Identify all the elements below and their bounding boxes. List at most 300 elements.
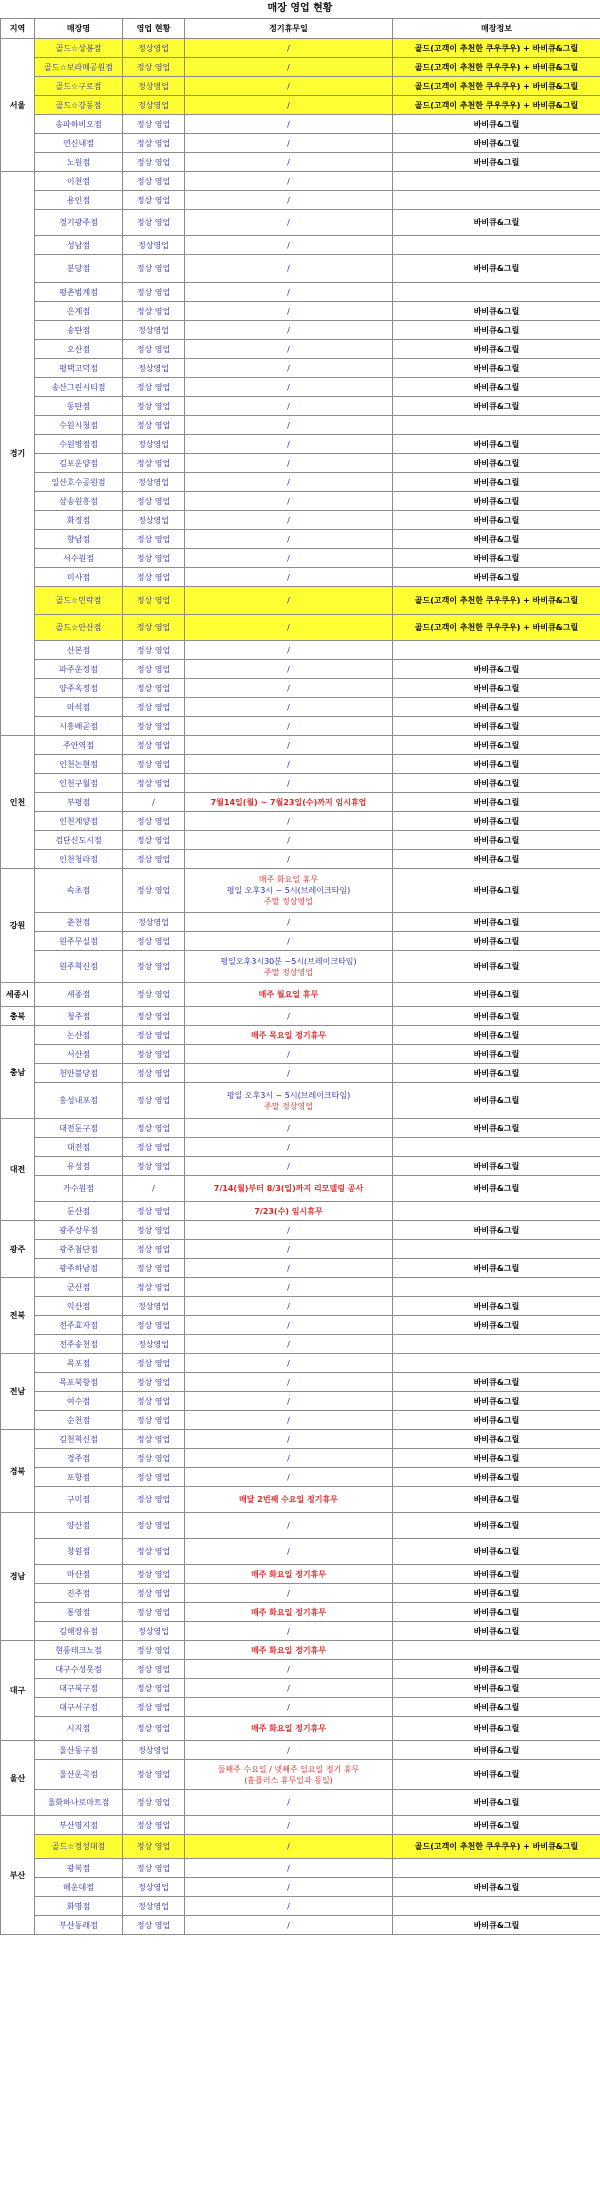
holiday-cell: / <box>185 1468 393 1487</box>
store-name: 향남점 <box>35 530 123 549</box>
store-info-cell: 바비큐&그릴 <box>393 473 600 492</box>
store-name: 송파하비오점 <box>35 115 123 134</box>
store-name: 파주운정점 <box>35 660 123 679</box>
holiday-cell: / <box>185 134 393 153</box>
region-cell: 울산 <box>1 1741 35 1816</box>
status-cell: 정상 영업 <box>123 1119 185 1138</box>
table-row <box>1 1157 600 1176</box>
table-row <box>1 1565 600 1584</box>
holiday-cell: / <box>185 615 393 641</box>
holiday-cell: / <box>185 1119 393 1138</box>
region-cell: 전남 <box>1 1354 35 1430</box>
holiday-line: 매주 화요일 휴무 <box>258 875 319 884</box>
store-info-cell: 바비큐&그릴 <box>393 1603 600 1622</box>
holiday-line: 평일 오후3시 ~ 5시(브레이크타임) <box>226 886 351 895</box>
store-info-cell: 바비큐&그릴 <box>393 850 600 869</box>
store-info-cell: 골드(고객이 추천한 쿠우쿠우) + 바비큐&그릴 <box>393 58 600 77</box>
status-cell: 정상 영업 <box>123 1513 185 1539</box>
header-region: 지역 <box>1 19 35 39</box>
table-row <box>1 615 600 641</box>
store-info-cell: 골드(고객이 추천한 쿠우쿠우) + 바비큐&그릴 <box>393 587 600 615</box>
store-name: 익산점 <box>35 1297 123 1316</box>
holiday-cell: / <box>185 1430 393 1449</box>
holiday-cell: / <box>185 1816 393 1835</box>
status-cell: 정상 영업 <box>123 1539 185 1565</box>
status-cell: 정상영업 <box>123 1878 185 1897</box>
holiday-cell: / <box>185 932 393 951</box>
holiday-cell: / <box>185 1411 393 1430</box>
holiday-cell: / <box>185 1878 393 1897</box>
status-cell: 정상 영업 <box>123 210 185 236</box>
table-row <box>1 1138 600 1157</box>
store-name: 일산호수공원점 <box>35 473 123 492</box>
store-info-cell: 바비큐&그릴 <box>393 435 600 454</box>
holiday-cell: / <box>185 1240 393 1259</box>
store-info-cell <box>393 1138 600 1157</box>
status-cell: 정상 영업 <box>123 1641 185 1660</box>
store-info-cell <box>393 283 600 302</box>
region-cell: 대전 <box>1 1119 35 1221</box>
holiday-cell: / <box>185 359 393 378</box>
table-row <box>1 1411 600 1430</box>
status-cell: 정상 영업 <box>123 1449 185 1468</box>
holiday-cell: / <box>185 321 393 340</box>
status-cell: 정상 영업 <box>123 416 185 435</box>
store-info-cell <box>393 1240 600 1259</box>
table-row <box>1 58 600 77</box>
table-row <box>1 793 600 812</box>
holiday-cell <box>185 1083 393 1119</box>
status-cell: 정상 영업 <box>123 983 185 1007</box>
region-cell: 부산 <box>1 1816 35 1935</box>
table-row <box>1 134 600 153</box>
store-info-cell: 바비큐&그릴 <box>393 511 600 530</box>
status-cell: 정상 영업 <box>123 1240 185 1259</box>
store-name: 부산명지점 <box>35 1816 123 1835</box>
store-name: 김포운양점 <box>35 454 123 473</box>
store-name: 여수점 <box>35 1392 123 1411</box>
table-row <box>1 1007 600 1026</box>
holiday-cell: / <box>185 1259 393 1278</box>
store-info-cell: 바비큐&그릴 <box>393 1565 600 1584</box>
holiday-cell: / <box>185 1660 393 1679</box>
store-info-cell: 바비큐&그릴 <box>393 951 600 983</box>
holiday-cell: / <box>185 1392 393 1411</box>
status-cell: 정상 영업 <box>123 1468 185 1487</box>
table-row <box>1 1221 600 1240</box>
status-cell: 정상 영업 <box>123 115 185 134</box>
table-row <box>1 1373 600 1392</box>
table-row <box>1 1278 600 1297</box>
table-row <box>1 641 600 660</box>
store-name: 마산점 <box>35 1565 123 1584</box>
status-cell: 정상 영업 <box>123 1083 185 1119</box>
holiday-cell: / <box>185 153 393 172</box>
holiday-cell: 매달 2번째 수요일 정기휴무 <box>185 1487 393 1513</box>
table-row <box>1 1240 600 1259</box>
status-cell: 정상 영업 <box>123 1064 185 1083</box>
status-cell: 정상 영업 <box>123 1717 185 1741</box>
holiday-cell: / <box>185 660 393 679</box>
region-cell: 서울 <box>1 39 35 172</box>
table-row <box>1 1660 600 1679</box>
store-info-cell: 바비큐&그릴 <box>393 530 600 549</box>
table-row <box>1 1176 600 1202</box>
table-row <box>1 378 600 397</box>
status-cell: 정상영업 <box>123 435 185 454</box>
holiday-cell: / <box>185 1859 393 1878</box>
holiday-cell: / <box>185 416 393 435</box>
status-cell: 정상 영업 <box>123 932 185 951</box>
holiday-cell: / <box>185 1622 393 1641</box>
store-name: 김해장유점 <box>35 1622 123 1641</box>
store-info-cell <box>393 1335 600 1354</box>
status-cell: 정상 영업 <box>123 660 185 679</box>
holiday-cell: 매주 월요일 휴무 <box>185 983 393 1007</box>
status-cell: 정상 영업 <box>123 1138 185 1157</box>
store-name: 은계점 <box>35 302 123 321</box>
holiday-cell: / <box>185 1316 393 1335</box>
status-cell: 정상 영업 <box>123 549 185 568</box>
holiday-cell: / <box>185 454 393 473</box>
store-info-cell: 바비큐&그릴 <box>393 793 600 812</box>
store-name: 진주점 <box>35 1584 123 1603</box>
holiday-line: 평일 오후3시 ~ 5시(브레이크타임) <box>226 1090 351 1100</box>
store-name: 인천논현점 <box>35 755 123 774</box>
table-row <box>1 1026 600 1045</box>
store-name: 순천점 <box>35 1411 123 1430</box>
holiday-cell: / <box>185 191 393 210</box>
store-info-cell: 바비큐&그릴 <box>393 340 600 359</box>
store-name: 송탄점 <box>35 321 123 340</box>
status-cell: 정상 영업 <box>123 1603 185 1622</box>
status-cell: 정상 영업 <box>123 153 185 172</box>
store-info-cell: 바비큐&그릴 <box>393 1698 600 1717</box>
store-info-cell: 바비큐&그릴 <box>393 1487 600 1513</box>
table-row <box>1 283 600 302</box>
table-row <box>1 1641 600 1660</box>
store-info-cell: 바비큐&그릴 <box>393 698 600 717</box>
store-info-cell: 바비큐&그릴 <box>393 210 600 236</box>
store-name: 광복점 <box>35 1859 123 1878</box>
holiday-cell: / <box>185 492 393 511</box>
store-name: 원주혁신점 <box>35 951 123 983</box>
holiday-cell: / <box>185 1916 393 1935</box>
status-cell: / <box>123 1176 185 1202</box>
store-info-cell: 바비큐&그릴 <box>393 1373 600 1392</box>
store-name: 노원점 <box>35 153 123 172</box>
region-cell: 강원 <box>1 869 35 983</box>
store-info-cell: 바비큐&그릴 <box>393 1539 600 1565</box>
table-row <box>1 549 600 568</box>
holiday-cell: / <box>185 172 393 191</box>
table-row <box>1 1897 600 1916</box>
status-cell: 정상 영업 <box>123 1259 185 1278</box>
table-row <box>1 587 600 615</box>
status-cell: 정상 영업 <box>123 454 185 473</box>
holiday-cell: / <box>185 587 393 615</box>
store-info-cell: 바비큐&그릴 <box>393 1430 600 1449</box>
store-info-cell: 바비큐&그릴 <box>393 1083 600 1119</box>
holiday-line: 주말 정상영업 <box>264 897 313 906</box>
holiday-line: (홈플러스 휴무일과 동일) <box>244 1775 333 1785</box>
holiday-cell: 매주 화요일 정기휴무 <box>185 1565 393 1584</box>
holiday-cell: / <box>185 1157 393 1176</box>
holiday-cell: 7/14(월)부터 8/3(일)까지 리모델링 공사 <box>185 1176 393 1202</box>
store-info-cell: 바비큐&그릴 <box>393 1176 600 1202</box>
status-cell: 정상영업 <box>123 913 185 932</box>
holiday-cell: / <box>185 1835 393 1859</box>
store-info-cell: 바비큐&그릴 <box>393 1119 600 1138</box>
status-cell: 정상 영업 <box>123 717 185 736</box>
table-row <box>1 1741 600 1760</box>
store-info-cell: 바비큐&그릴 <box>393 736 600 755</box>
holiday-cell: / <box>185 1221 393 1240</box>
store-info-cell: 바비큐&그릴 <box>393 549 600 568</box>
holiday-cell: / <box>185 1278 393 1297</box>
holiday-cell: / <box>185 1138 393 1157</box>
store-name: 오산점 <box>35 340 123 359</box>
store-name: 골드☆구로점 <box>35 77 123 96</box>
table-row <box>1 77 600 96</box>
holiday-line: 주말 정상영업 <box>264 967 313 977</box>
store-name: 세종점 <box>35 983 123 1007</box>
status-cell: 정상 영업 <box>123 1816 185 1835</box>
store-name: 삼송원흥점 <box>35 492 123 511</box>
status-cell: 정상영업 <box>123 77 185 96</box>
store-name: 평촌범계점 <box>35 283 123 302</box>
status-cell: 정상 영업 <box>123 378 185 397</box>
table-row <box>1 1083 600 1119</box>
holiday-cell: / <box>185 1539 393 1565</box>
store-name: 골드☆경성대점 <box>35 1835 123 1859</box>
store-info-cell: 바비큐&그릴 <box>393 1584 600 1603</box>
store-name: 마석점 <box>35 698 123 717</box>
store-info-cell <box>393 416 600 435</box>
status-cell: 정상 영업 <box>123 615 185 641</box>
holiday-cell: / <box>185 1297 393 1316</box>
store-info-cell: 바비큐&그릴 <box>393 1297 600 1316</box>
table-row <box>1 1064 600 1083</box>
status-cell: 정상 영업 <box>123 774 185 793</box>
table-row <box>1 1513 600 1539</box>
store-name: 골드☆강동점 <box>35 96 123 115</box>
status-cell: 정상영업 <box>123 96 185 115</box>
table-row <box>1 1859 600 1878</box>
table-row <box>1 1468 600 1487</box>
status-cell: / <box>123 793 185 812</box>
store-name: 시흥배곧점 <box>35 717 123 736</box>
table-row <box>1 679 600 698</box>
table-row <box>1 1790 600 1816</box>
status-cell: 정상 영업 <box>123 1157 185 1176</box>
table-row <box>1 172 600 191</box>
store-info-cell: 골드(고객이 추천한 쿠우쿠우) + 바비큐&그릴 <box>393 615 600 641</box>
store-name: 전주효자점 <box>35 1316 123 1335</box>
table-row <box>1 1202 600 1221</box>
holiday-cell: / <box>185 831 393 850</box>
holiday-cell: / <box>185 435 393 454</box>
holiday-cell: / <box>185 283 393 302</box>
page-title: 매장 영업 현황 <box>267 3 333 14</box>
holiday-cell: 매주 화요일 정기휴무 <box>185 1717 393 1741</box>
store-name: 통영점 <box>35 1603 123 1622</box>
table-row <box>1 951 600 983</box>
status-cell: 정상 영업 <box>123 679 185 698</box>
store-name: 전주송천점 <box>35 1335 123 1354</box>
store-name: 검단신도시점 <box>35 831 123 850</box>
store-info-cell: 바비큐&그릴 <box>393 134 600 153</box>
holiday-cell: 매주 목요일 정기휴무 <box>185 1026 393 1045</box>
store-info-cell <box>393 641 600 660</box>
store-info-cell: 골드(고객이 추천한 쿠우쿠우) + 바비큐&그릴 <box>393 39 600 58</box>
status-cell: 정상 영업 <box>123 812 185 831</box>
store-info-cell: 바비큐&그릴 <box>393 1760 600 1790</box>
store-name: 홍성내포점 <box>35 1083 123 1119</box>
store-info-cell: 바비큐&그릴 <box>393 397 600 416</box>
status-cell: 정상 영업 <box>123 1790 185 1816</box>
store-name: 울화하나로마트점 <box>35 1790 123 1816</box>
status-cell: 정상 영업 <box>123 283 185 302</box>
store-name: 대구북구점 <box>35 1679 123 1698</box>
store-info-cell: 바비큐&그릴 <box>393 1259 600 1278</box>
holiday-cell: / <box>185 115 393 134</box>
table-row <box>1 1679 600 1698</box>
table-row <box>1 1717 600 1741</box>
table-row <box>1 1835 600 1859</box>
table-row <box>1 1119 600 1138</box>
header-row <box>1 19 600 39</box>
status-cell: 정상 영업 <box>123 755 185 774</box>
status-cell: 정상 영업 <box>123 587 185 615</box>
holiday-cell: / <box>185 1897 393 1916</box>
table-row <box>1 983 600 1007</box>
status-cell: 정상 영업 <box>123 568 185 587</box>
table-row <box>1 755 600 774</box>
store-name: 춘천점 <box>35 913 123 932</box>
store-info-cell <box>393 1354 600 1373</box>
holiday-cell: / <box>185 511 393 530</box>
region-cell: 전북 <box>1 1278 35 1354</box>
status-cell: 정상 영업 <box>123 172 185 191</box>
store-name: 해운대점 <box>35 1878 123 1897</box>
store-name: 이천점 <box>35 172 123 191</box>
status-cell: 정상 영업 <box>123 1045 185 1064</box>
table-row <box>1 492 600 511</box>
store-info-cell: 바비큐&그릴 <box>393 831 600 850</box>
table-row <box>1 359 600 378</box>
store-info-cell <box>393 1278 600 1297</box>
table-row <box>1 1430 600 1449</box>
store-info-cell: 바비큐&그릴 <box>393 454 600 473</box>
store-name: 평택고덕점 <box>35 359 123 378</box>
store-name: 목포점 <box>35 1354 123 1373</box>
status-cell: 정상 영업 <box>123 850 185 869</box>
header-info: 매장정보 <box>393 19 600 39</box>
holiday-cell: / <box>185 255 393 283</box>
status-cell: 정상 영업 <box>123 191 185 210</box>
table-row <box>1 454 600 473</box>
store-name: 청주점 <box>35 1007 123 1026</box>
store-info-cell: 바비큐&그릴 <box>393 983 600 1007</box>
store-name: 분당점 <box>35 255 123 283</box>
store-info-cell: 바비큐&그릴 <box>393 774 600 793</box>
status-cell: 정상 영업 <box>123 1411 185 1430</box>
store-info-cell: 바비큐&그릴 <box>393 255 600 283</box>
holiday-cell: / <box>185 736 393 755</box>
store-name: 부평점 <box>35 793 123 812</box>
header-store: 매장명 <box>35 19 123 39</box>
status-cell: 정상 영업 <box>123 1916 185 1935</box>
table-row <box>1 321 600 340</box>
status-cell: 정상영업 <box>123 1297 185 1316</box>
holiday-cell: / <box>185 850 393 869</box>
store-name: 부산동래점 <box>35 1916 123 1935</box>
holiday-cell: / <box>185 1449 393 1468</box>
holiday-cell: 매주 화요일 정기휴무 <box>185 1641 393 1660</box>
status-cell: 정상 영업 <box>123 1679 185 1698</box>
store-name: 인천청라점 <box>35 850 123 869</box>
store-info-cell <box>393 1641 600 1660</box>
store-info-cell: 바비큐&그릴 <box>393 1007 600 1026</box>
status-cell: 정상영업 <box>123 1897 185 1916</box>
store-name: 인천구월점 <box>35 774 123 793</box>
status-cell: 정상 영업 <box>123 736 185 755</box>
store-name: 골드☆상봉점 <box>35 39 123 58</box>
store-info-cell: 바비큐&그릴 <box>393 568 600 587</box>
status-cell: 정상 영업 <box>123 134 185 153</box>
table-row <box>1 435 600 454</box>
status-cell: 정상 영업 <box>123 1007 185 1026</box>
table-row <box>1 1354 600 1373</box>
store-info-cell: 바비큐&그릴 <box>393 1411 600 1430</box>
holiday-cell: / <box>185 302 393 321</box>
store-info-cell: 바비큐&그릴 <box>393 1660 600 1679</box>
table-row <box>1 1816 600 1835</box>
holiday-line: 주말 정상영업 <box>264 1101 313 1111</box>
holiday-line: 둘째주 수요일 / 넷째주 일요일 정기 휴무 <box>217 1764 360 1774</box>
store-info-cell: 바비큐&그릴 <box>393 1064 600 1083</box>
store-name: 산본점 <box>35 641 123 660</box>
status-cell: 정상 영업 <box>123 1584 185 1603</box>
store-info-cell <box>393 236 600 255</box>
store-name: 골드☆안산점 <box>35 615 123 641</box>
store-name: 목포북항점 <box>35 1373 123 1392</box>
table-row <box>1 717 600 736</box>
status-cell: 정상 영업 <box>123 340 185 359</box>
status-cell: 정상 영업 <box>123 302 185 321</box>
store-name: 미사점 <box>35 568 123 587</box>
holiday-cell: / <box>185 1045 393 1064</box>
holiday-cell: / <box>185 1679 393 1698</box>
store-info-cell: 바비큐&그릴 <box>393 1316 600 1335</box>
region-cell: 세종시 <box>1 983 35 1007</box>
holiday-cell: / <box>185 913 393 932</box>
table-row <box>1 39 600 58</box>
store-info-cell <box>393 191 600 210</box>
store-status-table <box>0 18 600 1935</box>
store-name: 가수원점 <box>35 1176 123 1202</box>
table-row <box>1 736 600 755</box>
table-row <box>1 568 600 587</box>
status-cell: 정상 영업 <box>123 1221 185 1240</box>
store-info-cell: 바비큐&그릴 <box>393 1816 600 1835</box>
region-cell: 충남 <box>1 1026 35 1119</box>
store-name: 경기광주점 <box>35 210 123 236</box>
table-row <box>1 1335 600 1354</box>
store-info-cell: 바비큐&그릴 <box>393 660 600 679</box>
status-cell: 정상영업 <box>123 1741 185 1760</box>
